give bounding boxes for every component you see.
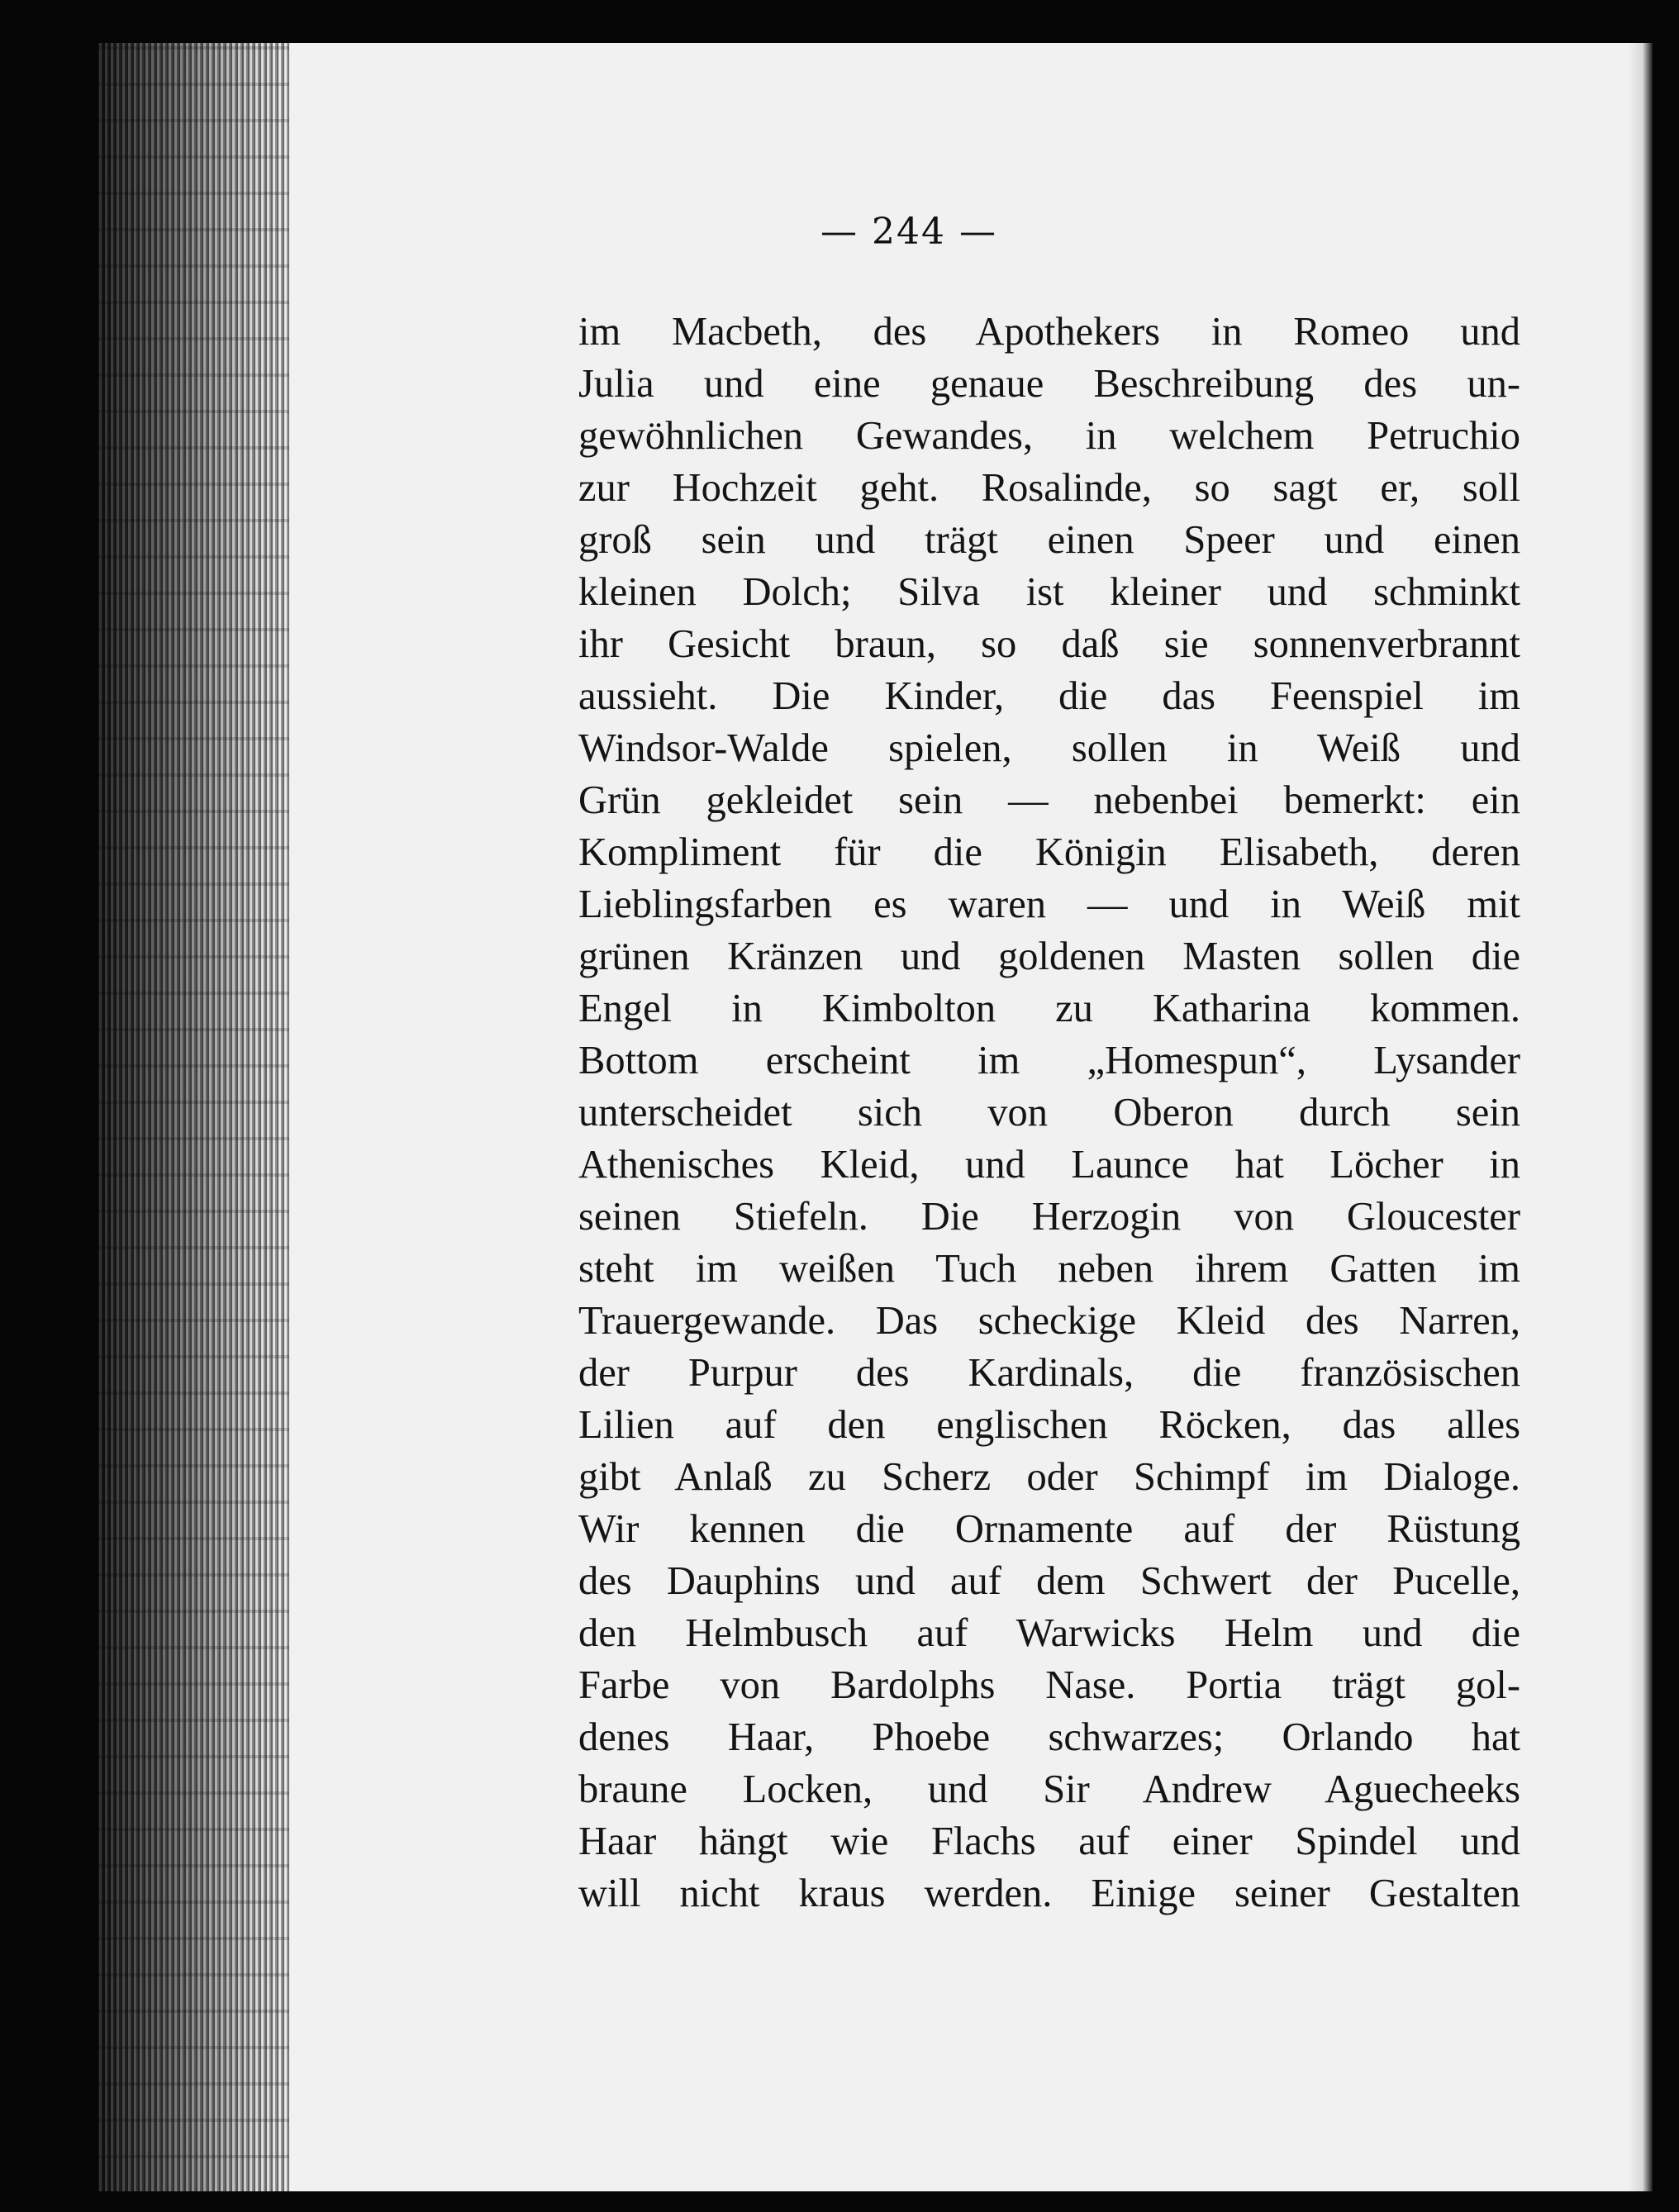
body-text: [578, 306, 1520, 1919]
text-line: kleinen Dolch; Silva ist kleiner und schminkt: [578, 570, 1520, 614]
text-line: im Macbeth, des Apothekers in Romeo und: [578, 310, 1520, 354]
text-line: will nicht kraus werden. Einige seiner Gestalten: [578, 1872, 1520, 1915]
text-line: aussieht. Die Kinder, die das Feenspiel im: [578, 674, 1520, 718]
text-line: den Helmbusch auf Warwicks Helm und die: [578, 1611, 1520, 1655]
text-line: braune Locken, und Sir Andrew Aguecheeks: [578, 1767, 1520, 1811]
text-line: Athenisches Kleid, und Launce hat Löcher in: [578, 1143, 1520, 1187]
text-line: Trauergewande. Das scheckige Kleid des Narren,: [578, 1299, 1520, 1343]
text-line: unterscheidet sich von Oberon durch sein: [578, 1091, 1520, 1135]
text-line: groß sein und trägt einen Speer und einen: [578, 518, 1520, 562]
text-line: Kompliment für die Königin Elisabeth, deren: [578, 830, 1520, 874]
page-number: — 244 —: [820, 211, 997, 253]
text-line: Wir kennen die Ornamente auf der Rüstung: [578, 1507, 1520, 1551]
text-line: steht im weißen Tuch neben ihrem Gatten im: [578, 1247, 1520, 1291]
text-line: der Purpur des Kardinals, die französischen: [578, 1351, 1520, 1395]
text-line: Grün gekleidet sein — nebenbei bemerkt: ein: [578, 778, 1520, 822]
text-line: Bottom erscheint im „Homespun“, Lysander: [578, 1039, 1520, 1082]
text-line: gibt Anlaß zu Scherz oder Schimpf im Dialoge.: [578, 1455, 1520, 1499]
text-line: ihr Gesicht braun, so daß sie sonnenverbrannt: [578, 622, 1520, 666]
text-line: grünen Kränzen und goldenen Masten sollen die: [578, 935, 1520, 978]
text-line: zur Hochzeit geht. Rosalinde, so sagt er, soll: [578, 466, 1520, 510]
text-line: Julia und eine genaue Beschreibung des un-: [578, 362, 1520, 406]
text-line: seinen Stiefeln. Die Herzogin von Gloucester: [578, 1195, 1520, 1239]
text-line: Lieblingsfarben es waren — und in Weiß mit: [578, 882, 1520, 926]
text-line: denes Haar, Phoebe schwarzes; Orlando hat: [578, 1715, 1520, 1759]
page-edge-shadow: [1628, 43, 1653, 2191]
text-line: Windsor-Walde spielen, sollen in Weiß und: [578, 726, 1520, 770]
text-line: des Dauphins und auf dem Schwert der Pucelle,: [578, 1559, 1520, 1603]
text-line: Engel in Kimbolton zu Katharina kommen.: [578, 987, 1520, 1030]
book-gutter: [98, 43, 292, 2191]
text-line: Farbe von Bardolphs Nase. Portia trägt gol-: [578, 1663, 1520, 1707]
text-line: Haar hängt wie Flachs auf einer Spindel und: [578, 1820, 1520, 1863]
text-line: Lilien auf den englischen Röcken, das alles: [578, 1403, 1520, 1447]
text-line: gewöhnlichen Gewandes, in welchem Petruchio: [578, 414, 1520, 458]
